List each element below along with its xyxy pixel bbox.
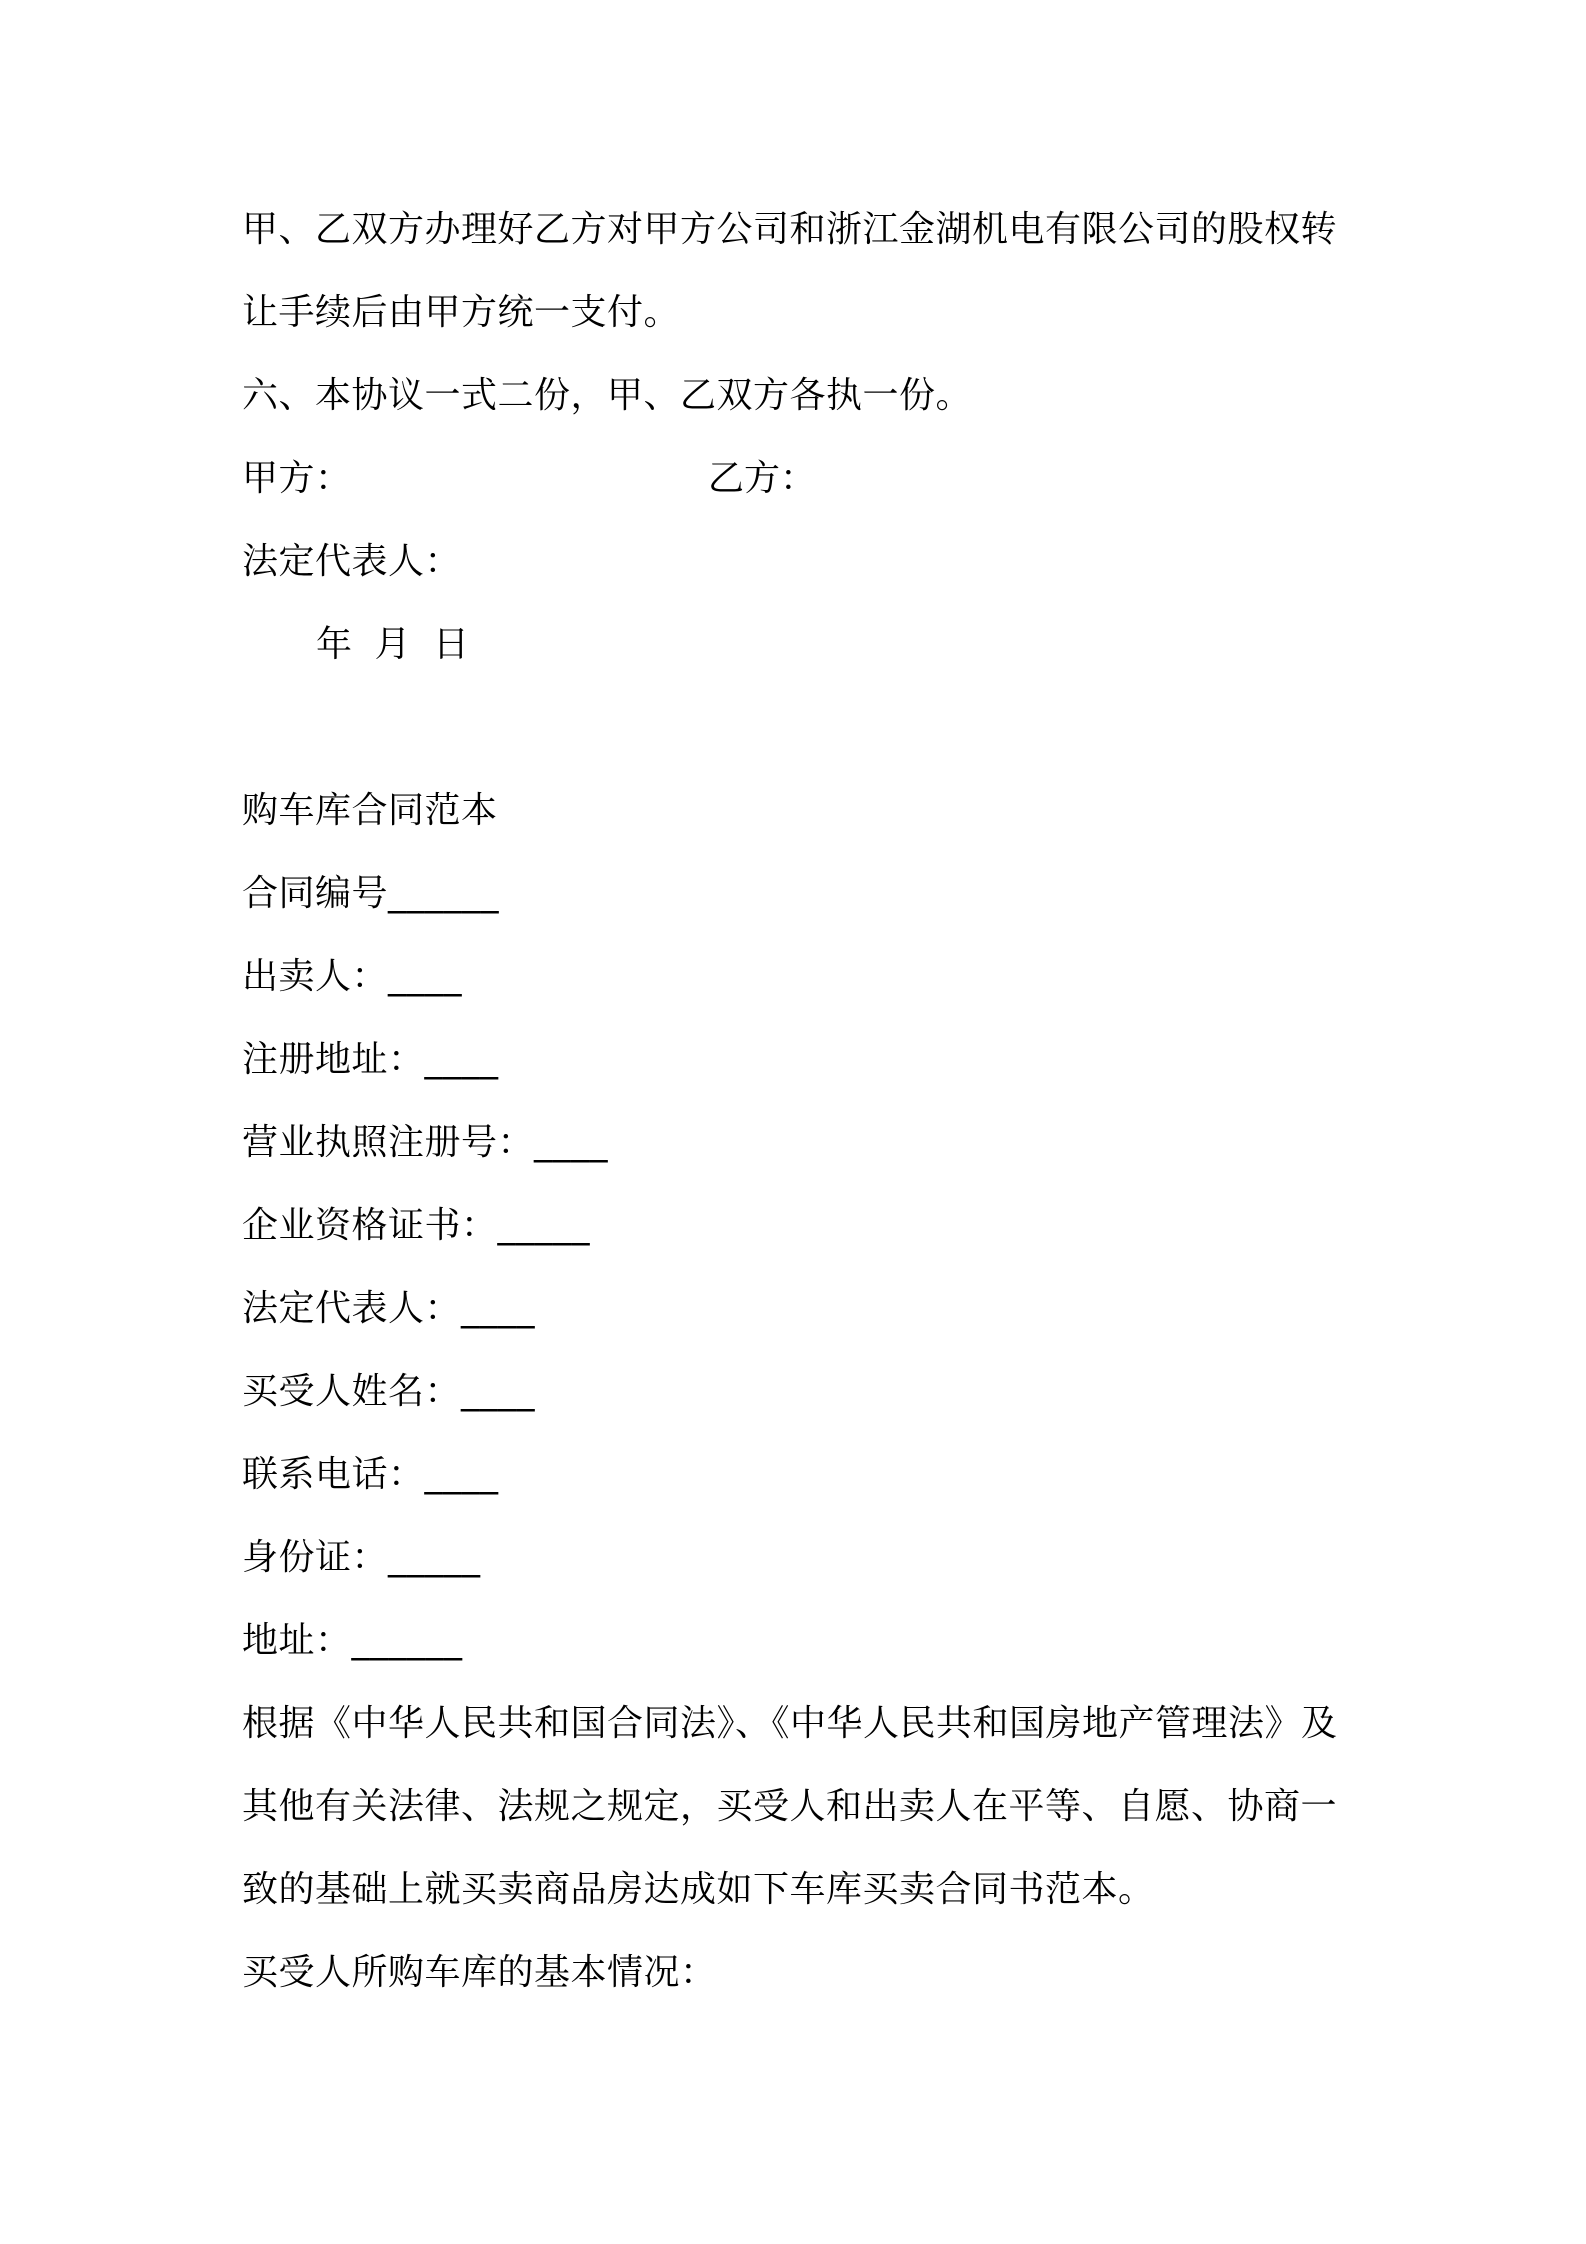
paragraph-1-line-2: 让手续后由甲方统一支付。 <box>242 292 681 333</box>
signature-party-b: 乙方： <box>708 458 817 499</box>
section-heading: 买受人所购车库的基本情况： <box>242 1952 717 1993</box>
contract-title: 购车库合同范本 <box>242 790 498 831</box>
field-id-card: 身份证：_____ <box>242 1537 481 1578</box>
date-year: 年 <box>316 624 353 665</box>
preamble-line-3: 致的基础上就买卖商品房达成如下车库买卖合同书范本。 <box>242 1869 1155 1910</box>
field-registered-address: 注册地址：____ <box>242 1039 499 1080</box>
date-line <box>316 623 492 667</box>
field-phone: 联系电话：____ <box>242 1454 499 1495</box>
field-business-license: 营业执照注册号：____ <box>242 1122 609 1163</box>
preamble-line-2: 其他有关法律、法规之规定，买受人和出卖人在平等、自愿、协商一 <box>242 1786 1338 1827</box>
signature-party-a: 甲方： <box>242 458 352 499</box>
paragraph-1-line-1: 甲、乙双方办理好乙方对甲方公司和浙江金湖机电有限公司的股权转 <box>242 209 1338 250</box>
field-buyer-name: 买受人姓名：____ <box>242 1371 536 1412</box>
date-day: 日 <box>433 624 470 665</box>
date-month: 月 <box>374 624 412 665</box>
clause-6: 六、本协议一式二份，甲、乙双方各执一份。 <box>242 375 973 416</box>
preamble-line-1: 根据《中华人民共和国合同法》、《中华人民共和国房地产管理法》及 <box>242 1703 1338 1744</box>
contract-number: 合同编号______ <box>242 873 500 914</box>
signature-legal-rep: 法定代表人： <box>242 541 462 582</box>
field-enterprise-certificate: 企业资格证书：_____ <box>242 1205 591 1246</box>
field-legal-rep: 法定代表人：____ <box>242 1288 536 1329</box>
field-seller: 出卖人：____ <box>242 956 463 997</box>
field-address: 地址：______ <box>242 1620 463 1661</box>
